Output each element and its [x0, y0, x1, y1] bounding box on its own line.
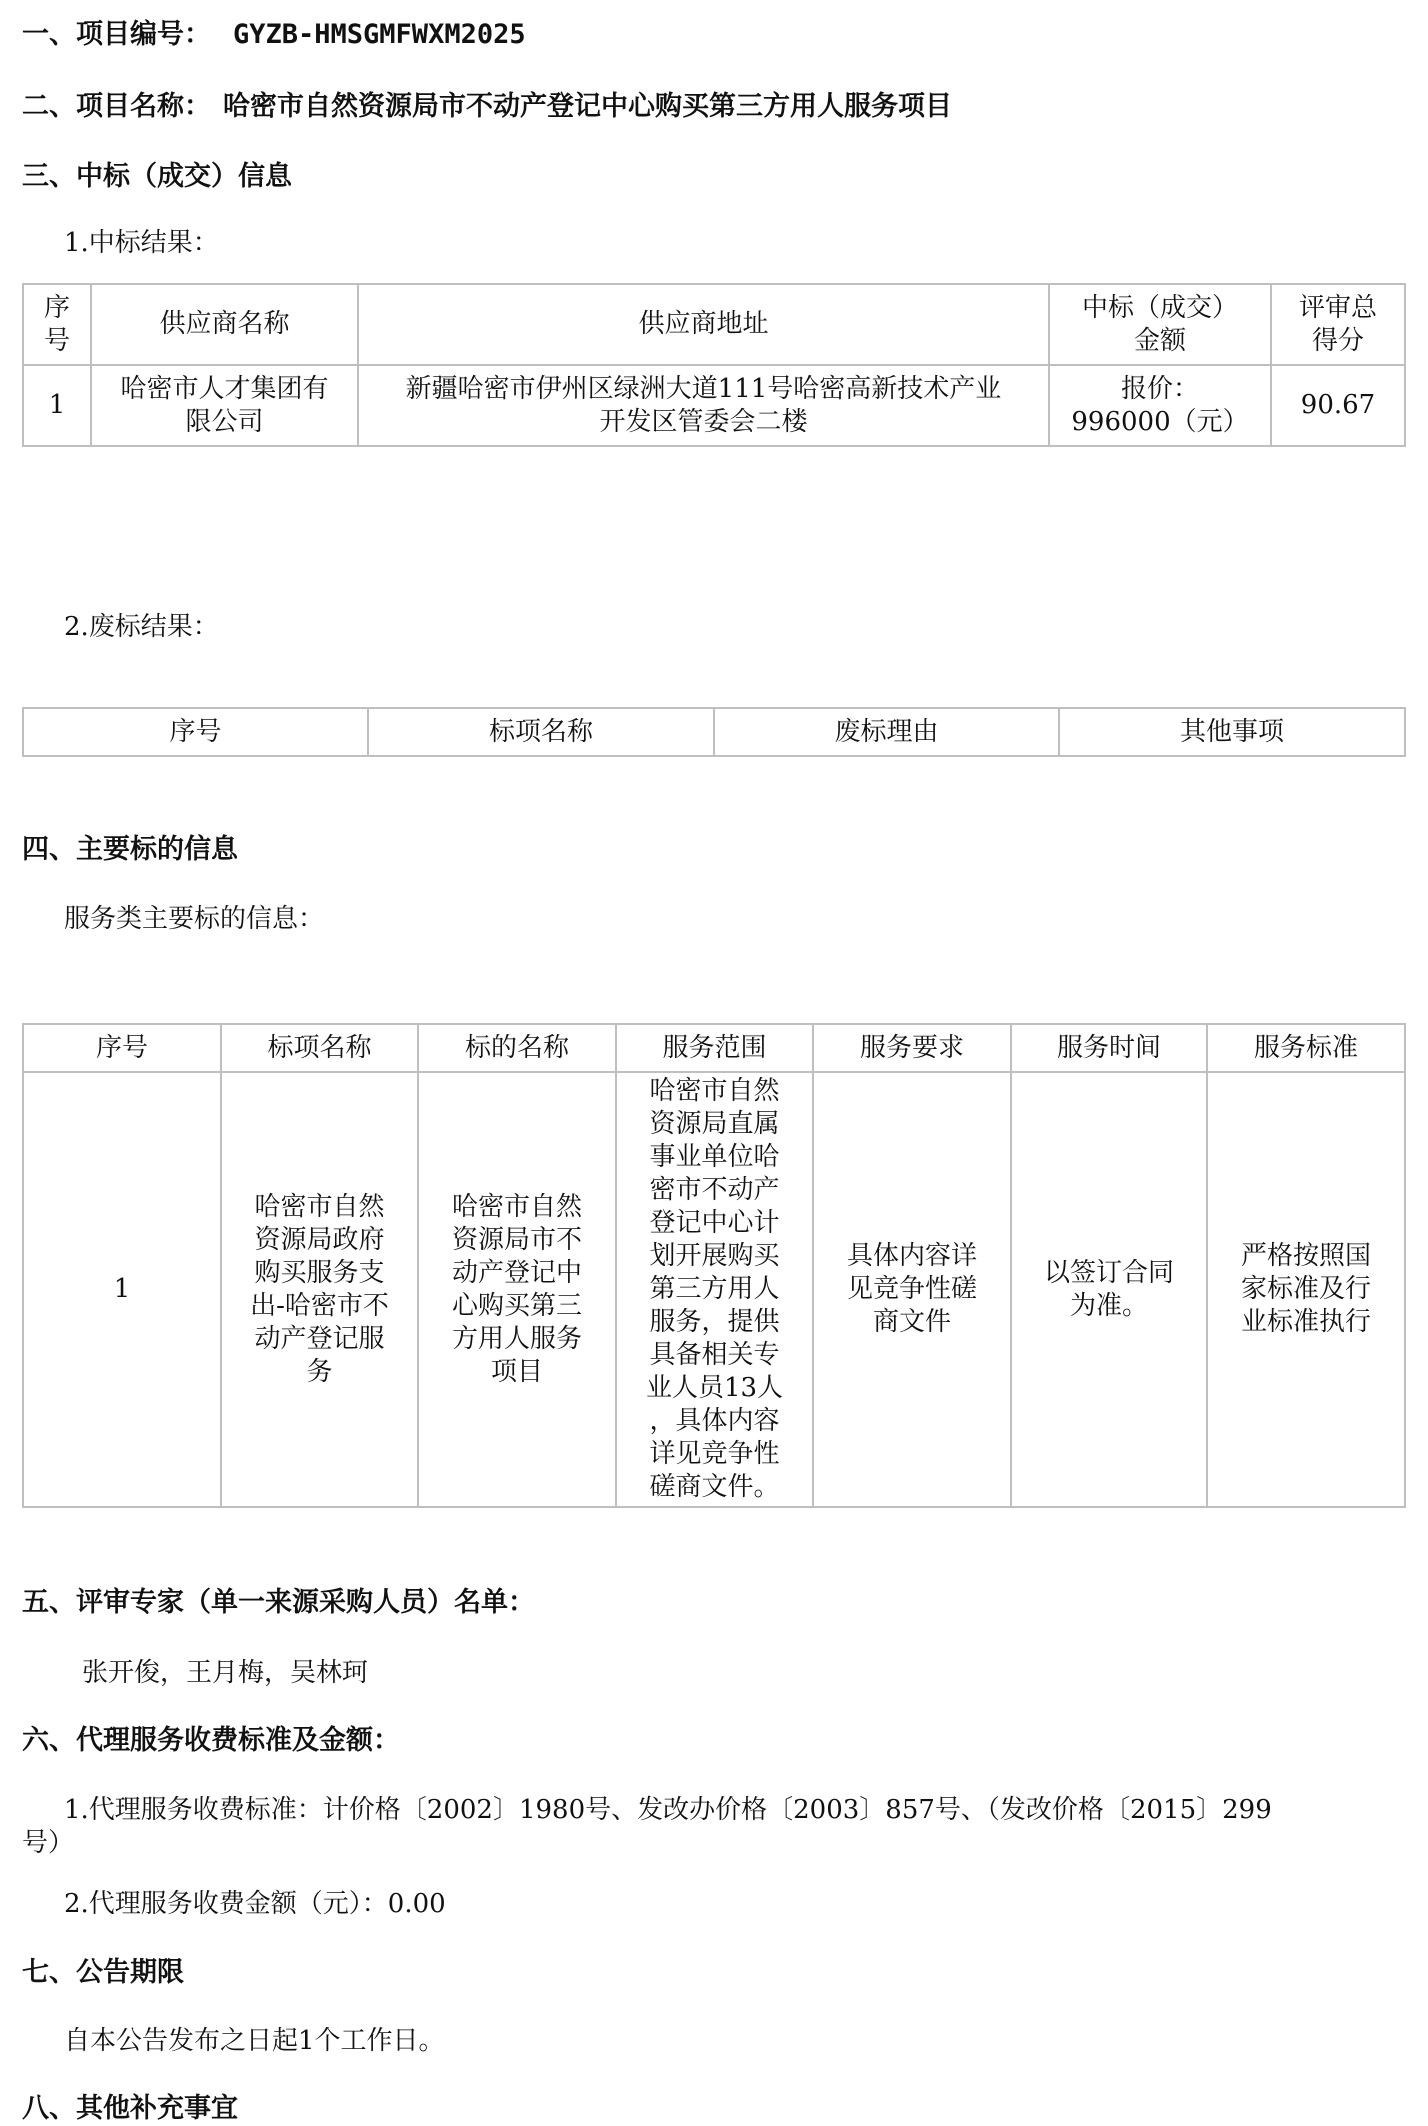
- table-row: [23, 1072, 1405, 1507]
- header-cell: 序号: [23, 1024, 221, 1072]
- section-8-heading: 八、其他补充事宜: [22, 2093, 238, 2124]
- header-cell: 中标（成交） 金额: [1049, 284, 1271, 365]
- table-header-row: [23, 284, 1405, 365]
- table-cell: 具体内容详 见竞争性磋 商文件: [813, 1072, 1011, 1507]
- table-cell: 哈密市人才集团有 限公司: [91, 365, 358, 446]
- header-cell: 其他事项: [1059, 708, 1405, 756]
- table-cell: 报价： 996000（元）: [1049, 365, 1271, 446]
- table-cell: 以签订合同 为准。: [1011, 1072, 1207, 1507]
- table-cell: 严格按照国 家标准及行 业标准执行: [1207, 1072, 1405, 1507]
- header-cell: 序号: [23, 708, 368, 756]
- project-name: 哈密市自然资源局市不动产登记中心购买第三方用人服务项目: [223, 91, 952, 122]
- section-6-heading: 六、代理服务收费标准及金额：: [22, 1725, 400, 1756]
- header-cell: 废标理由: [714, 708, 1059, 756]
- section-2-heading: 二、项目名称： 哈密市自然资源局市不动产登记中心购买第三方用人服务项目: [22, 91, 952, 122]
- subject-info-table: [22, 1023, 1406, 1508]
- header-cell: 标的名称: [418, 1024, 616, 1072]
- header-cell: 序 号: [23, 284, 91, 365]
- header-cell: 供应商名称: [91, 284, 358, 365]
- project-number: GYZB-HMSGMFWXM2025: [233, 19, 526, 50]
- expert-names: 张开俊，王月梅，吴林珂: [82, 1658, 369, 1688]
- announcement-period: 自本公告发布之日起1个工作日。: [64, 2026, 445, 2056]
- table-cell: 90.67: [1271, 365, 1405, 446]
- table-header-row: [23, 1024, 1405, 1072]
- table-row: [23, 365, 1405, 446]
- winning-result-label: 1.中标结果：: [64, 228, 219, 258]
- table-cell: 新疆哈密市伊州区绿洲大道111号哈密高新技术产业 开发区管委会二楼: [358, 365, 1049, 446]
- header-cell: 服务标准: [1207, 1024, 1405, 1072]
- table-header-row: [23, 708, 1405, 756]
- header-cell: 服务要求: [813, 1024, 1011, 1072]
- agency-fee-standard-cont: 号）: [22, 1828, 75, 1858]
- table-cell: 哈密市自然 资源局政府 购买服务支 出-哈密市不 动产登记服 务: [221, 1072, 418, 1507]
- header-cell: 标项名称: [221, 1024, 418, 1072]
- winning-result-table: [22, 283, 1406, 447]
- failed-bid-table: [22, 707, 1406, 757]
- header-cell: 评审总 得分: [1271, 284, 1405, 365]
- section-7-heading: 七、公告期限: [22, 1957, 184, 1988]
- service-subject-label: 服务类主要标的信息：: [64, 904, 325, 934]
- agency-fee-amount: 2.代理服务收费金额（元）：0.00: [64, 1889, 446, 1919]
- section-3-heading: 三、中标（成交）信息: [22, 161, 292, 192]
- header-cell: 标项名称: [368, 708, 714, 756]
- table-cell: 1: [23, 365, 91, 446]
- section-1-heading: 一、项目编号： GYZB-HMSGMFWXM2025: [22, 19, 526, 50]
- header-cell: 服务范围: [616, 1024, 813, 1072]
- section-4-heading: 四、主要标的信息: [22, 834, 238, 865]
- table-cell: 哈密市自然 资源局直属 事业单位哈 密市不动产 登记中心计 划开展购买 第三方用人 服务，提供 具备相关专 业人员13人 ，具体内容 详见竞争性 磋商文件。: [616, 1072, 813, 1507]
- table-cell: 1: [23, 1072, 221, 1507]
- section-5-heading: 五、评审专家（单一来源采购人员）名单：: [22, 1587, 535, 1618]
- header-cell: 服务时间: [1011, 1024, 1207, 1072]
- failed-bid-label: 2.废标结果：: [64, 612, 219, 642]
- agency-fee-standard: 1.代理服务收费标准：计价格〔2002〕1980号、发改办价格〔2003〕857号、（发改价格〔2015〕299: [64, 1795, 1272, 1825]
- header-cell: 供应商地址: [358, 284, 1049, 365]
- table-cell: 哈密市自然 资源局市不 动产登记中 心购买第三 方用人服务 项目: [418, 1072, 616, 1507]
